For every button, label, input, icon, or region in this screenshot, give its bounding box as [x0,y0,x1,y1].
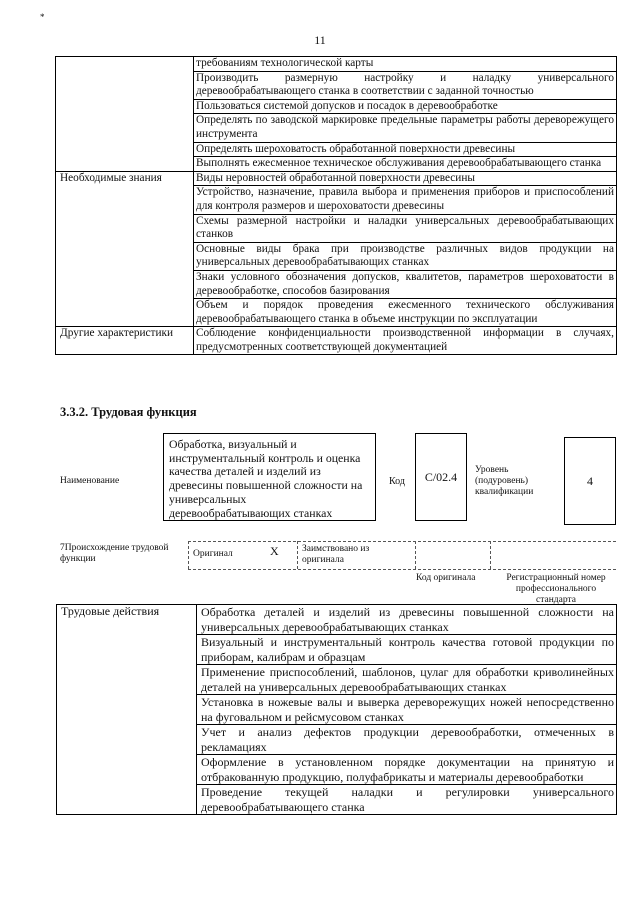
table-cell: Производить размерную настройку и наладку универсального деревообрабатывающего станка в соответствии с заданной точностью [194,71,617,99]
name-label: Наименование [60,476,120,486]
origin-divider-3 [415,541,416,569]
row-label: Трудовые действия [57,605,197,815]
table-cell: Знаки условного обозначения допусков, квалитетов, параметров шероховатости в деревообработке, способов базирования [194,270,617,298]
level-box [564,437,616,525]
table-cell: Обработка деталей и изделий из древесины повышенной сложности на универсальных деревообрабатывающих станках [197,605,617,635]
table-cell: Пользоваться системой допусков и посадок в деревообработке [194,99,617,114]
skills-knowledge-table [55,56,617,355]
function-name-box [163,433,376,521]
origin-divider-2 [297,541,298,569]
table-cell: Проведение текущей наладки и регулировки универсального деревообрабатывающего станка [197,785,617,815]
table-cell: Выполнять ежесменное техническое обслуживания деревообрабатывающего станка [194,157,617,172]
origin-label-text: Происхождение трудовой функции [60,543,169,564]
original-mark: X [270,544,279,558]
function-name-value: Обработка, визуальный и инструментальный контроль и оценка качества деталей и изделий из древесины повышенной сложности на универсальных деревообрабатывающих станках [169,437,363,520]
origin-label-mark: 7 [60,543,65,553]
origin-label [60,543,170,565]
table-cell: Объем и порядок проведения ежесменного технического обслуживания деревообрабатывающего станка в объеме инструкции по эксплуатации [194,299,617,327]
table-cell: Применение приспособлений, шаблонов, цулаг для обработки криволинейных деталей на универсальных деревообрабатывающих станках [197,665,617,695]
level-label: Уровень (подуровень) квалификации [475,465,534,497]
level-value: 4 [587,473,593,488]
row-label: Другие характеристики [56,327,194,355]
table-row [56,57,617,72]
origin-top-line [188,541,616,542]
table-cell: Устройство, назначение, правила выбора и применения приборов и приспособлений для контроля размеров и шероховатости древесины [194,186,617,214]
reg-number-caption: Регистрационный номер профессионального стандарта [506,573,606,605]
table-row [56,327,617,355]
table-cell: Соблюдение конфиденциальности производственной информации в случаях, предусмотренных соответствующей документацией [194,327,617,355]
page-number: 11 [314,33,326,47]
borrowed-label: Заимствовано из оригинала [302,544,370,565]
table-cell: Определять по заводской маркировке предельные параметры работы дереворежущего инструмента [194,114,617,142]
origin-divider-4 [490,541,491,569]
table-cell: Виды неровностей обработанной поверхности древесины [194,171,617,186]
table-cell: Визуальный и инструментальный контроль качества готовой продукции по приборам, калибрам и образцам [197,635,617,665]
row-label [56,57,194,172]
table-cell: Основные виды брака при производстве различных видов продукции на универсальных деревообрабатывающих станках [194,242,617,270]
table-cell: Учет и анализ дефектов продукции деревообработки, отмеченных в рекламациях [197,725,617,755]
table-cell: Установка в ножевые валы и выверка дереворежущих ножей непосредственно на фуговальном и рейсмусовом станках [197,695,617,725]
table-cell: требованиям технологической карты [194,57,617,72]
corner-mark: * [40,12,45,22]
origin-bottom-line [188,569,616,570]
origin-divider-1 [188,541,189,569]
section-title: 3.3.2. Трудовая функция [60,405,197,419]
table-row [56,171,617,186]
table-cell: Схемы размерной настройки и наладки универсальных деревообрабатывающих станков [194,214,617,242]
code-box [415,433,467,521]
table-cell: Оформление в установленном порядке документации на принятую и отбракованную продукцию, полуфабрикаты и материалы деревообработки [197,755,617,785]
original-label: Оригинал [193,549,233,559]
row-label: Необходимые знания [56,171,194,327]
code-label: Код [389,476,405,487]
table-row [57,605,617,635]
code-value: C/02.4 [424,469,458,484]
labor-actions-table [56,604,617,815]
code-original-caption: Код оригинала [416,573,476,583]
table-cell: Определять шероховатость обработанной поверхности древесины [194,142,617,157]
